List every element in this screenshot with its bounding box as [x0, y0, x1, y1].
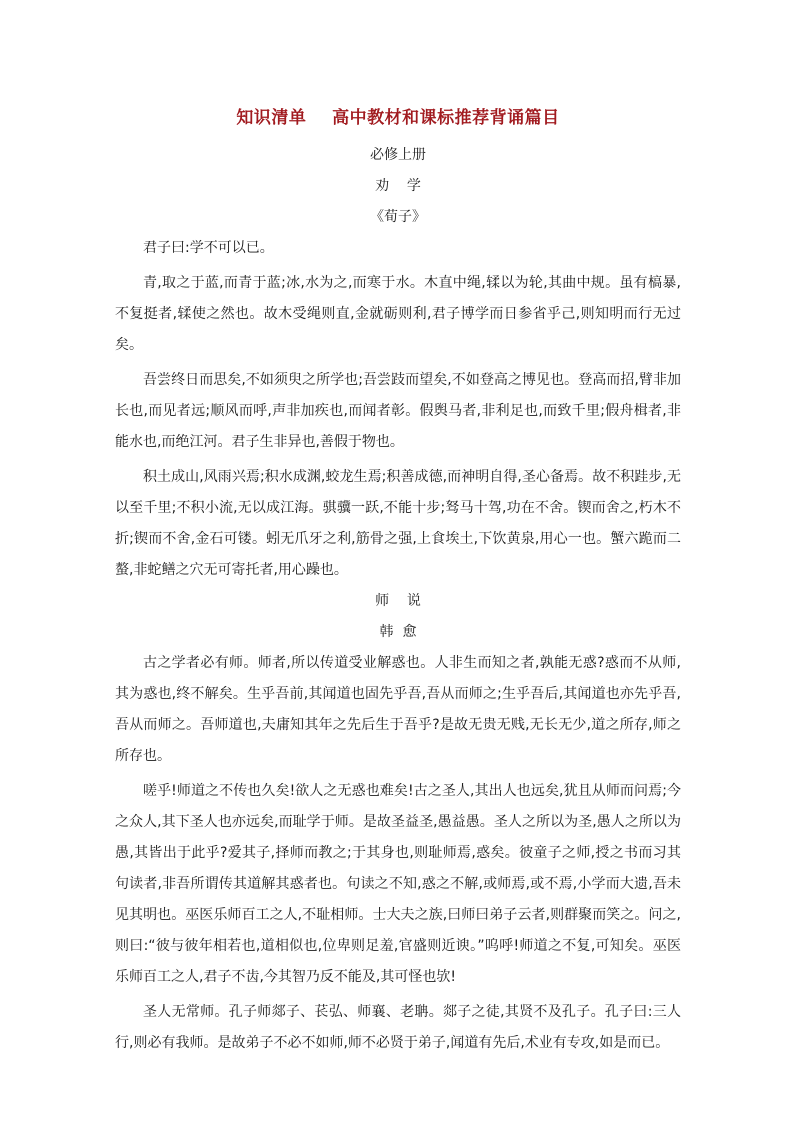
paragraph: 青,取之于蓝,而青于蓝;冰,水为之,而寒于水。木直中绳,𫐓以为轮,其曲中规。虽有槁暴,不复挺者,𫐓使之然也。故木受绳则直,金就砺则利,君子博学而日参省乎己,则知明而行无过矣。 [115, 275, 681, 353]
section-title: 师 说 [375, 593, 421, 609]
document-title: 知识清单 高中教材和课标推荐背诵篇目 [236, 108, 560, 128]
paragraph: 君子曰:学不可以已。 [143, 240, 274, 256]
volume-label: 必修上册 [370, 147, 426, 163]
paragraph: 古之学者必有师。师者,所以传道受业解惑也。人非生而知之者,孰能无惑?惑而不从师,其为惑也,终不解矣。生乎吾前,其闻道也固先乎吾,吾从而师之;生乎吾后,其闻道也亦先乎吾,吾从而师之。吾师道也,夫庸知其年之先后生于吾乎?是故无贵无贱,无长无少,道之所存,师之所存也。 [115, 655, 681, 764]
section-author: 韩 愈 [379, 624, 417, 640]
section-author: 《荀子》 [370, 209, 426, 225]
paragraph: 吾尝终日而思矣,不如须臾之所学也;吾尝跂而望矣,不如登高之博见也。登高而招,臂非加长也,而见者远;顺风而呼,声非加疾也,而闻者彰。假舆马者,非利足也,而致千里;假舟楫者,非能水也,而绝江河。君子生非异也,善假于物也。 [115, 372, 681, 450]
section-title: 劝 学 [375, 178, 421, 194]
paragraph: 圣人无常师。孔子师郯子、苌弘、师襄、老聃。郯子之徒,其贤不及孔子。孔子曰:三人行,则必有我师。是故弟子不必不如师,师不必贤于弟子,闻道有先后,术业有专攻,如是而已。 [115, 1004, 681, 1051]
paragraph: 嗟乎!师道之不传也久矣!欲人之无惑也难矣!古之圣人,其出人也远矣,犹且从师而问焉;今之众人,其下圣人也亦远矣,而耻学于师。是故圣益圣,愚益愚。圣人之所以为圣,愚人之所以为愚,其皆出于此乎?爱其子,择师而教之;于其身也,则耻师焉,惑矣。彼童子之师,授之书而习其句读者,非吾所谓传其道解其惑者也。句读之不知,惑之不解,或师焉,或不焉,小学而大遗,吾未见其明也。巫医乐师百工之人,不耻相师。士大夫之族,曰师曰弟子云者,则群聚而笑之。问之,则曰:“彼与彼年相若也,道相似也,位卑则足羞,官盛则近谀。”呜呼!师道之不复,可知矣。巫医乐师百工之人,君子不齿,今其智乃反不能及,其可怪也欤! [115, 783, 681, 985]
document-page [115, 103, 681, 1059]
paragraph: 积土成山,风雨兴焉;积水成渊,蛟龙生焉;积善成德,而神明自得,圣心备焉。故不积跬步,无以至千里;不积小流,无以成江海。骐骥一跃,不能十步;驽马十驾,功在不舍。锲而舍之,朽木不折;锲而不舍,金石可镂。蚓无爪牙之利,筋骨之强,上食埃土,下饮黄泉,用心一也。蟹六跪而二螯,非蛇鳝之穴无可寄托者,用心躁也。 [115, 469, 681, 578]
